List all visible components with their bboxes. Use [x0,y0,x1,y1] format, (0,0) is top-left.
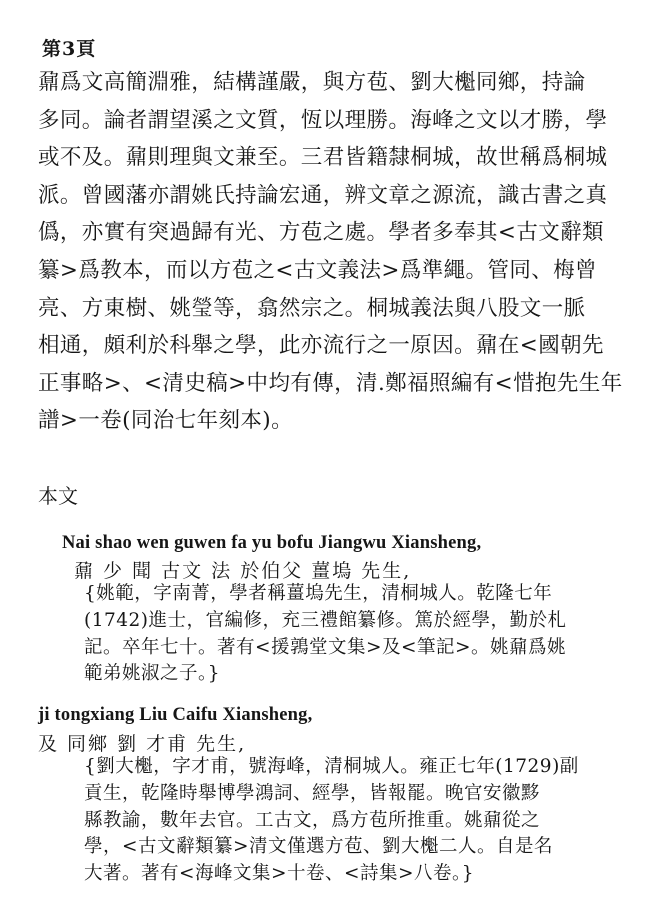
intro-line: 亮、方東樹、姚瑩等，翕然宗之。桐城義法與八股文一脈 [38,295,586,321]
intro-line: 派。曾國藩亦謂姚氏持論宏通，辨文章之源流，識古書之真 [38,182,608,208]
intro-line: 鼐爲文高簡淵雅，結構謹嚴，與方苞、劉大櫆同鄉，持論 [38,70,586,95]
intro-line: 相通，頗利於科舉之學，此亦流行之一原因。鼐在<國朝先 [38,333,604,359]
annotation-block [84,581,567,688]
intro-line: 僞，亦實有突過歸有光、方苞之處。學者多奉其<古文辭類 [38,220,604,246]
intro-line: 或不及。鼐則理與文兼至。三君皆籍隸桐城，故世稱爲桐城 [38,145,608,171]
annotation-line: {姚範，字南菁，學者稱薑塢先生，清桐城人。乾隆七年 [84,583,553,604]
intro-line: 纂>爲教本，而以方苞之<古文義法>爲準繩。管同、梅曾 [38,257,597,283]
annotation-line: 縣教諭，數年去官。工古文，爲方苞所推重。姚鼐從之 [84,809,541,831]
intro-line: 正事略>、<清史稿>中均有傳，清.鄭福照編有<惜抱先生年 [38,370,623,396]
annotation-line: 記。卒年七十。著有<援鶉堂文集>及<筆記>。姚鼐爲姚 [84,636,567,658]
pinyin-line: ji tongxiang Liu Caifu Xiansheng, [38,705,313,725]
intro-line: 多同。論者謂望溪之文質，恆以理勝。海峰之文以才勝，學 [38,107,608,133]
annotation-line: {劉大櫆，字才甫，號海峰，清桐城人。雍正七年(1729)副 [84,756,579,777]
page-number-label: 第3頁 [42,38,97,60]
annotation-line: 範弟姚淑之子。} [84,663,221,685]
hanzi-line: 鼐 少 聞 古文 法 於伯父 薑塢 先生, [74,560,412,582]
annotation-line: 貢生，乾隆時舉博學鴻詞、經學，皆報罷。晚官安徽黟 [84,782,541,804]
annotation-line: (1742)進士，官編修，充三禮館纂修。篤於經學，勤於札 [84,609,567,631]
annotation-line: 學，<古文辭類纂>清文僅選方苞、劉大櫆二人。自是名 [84,836,554,858]
hanzi-line: 及 同鄉 劉 才甫 先生, [38,733,247,755]
intro-line: 譜>一卷(同治七年刻本)。 [38,408,293,434]
intro-paragraph [38,64,648,440]
section-title: 本文 [38,484,78,508]
annotation-block [84,754,579,888]
annotation-line: 大著。著有<海峰文集>十卷、<詩集>八卷。} [84,863,475,885]
pinyin-line: Nai shao wen guwen fa yu bofu Jiangwu Xiansheng, [62,533,482,553]
